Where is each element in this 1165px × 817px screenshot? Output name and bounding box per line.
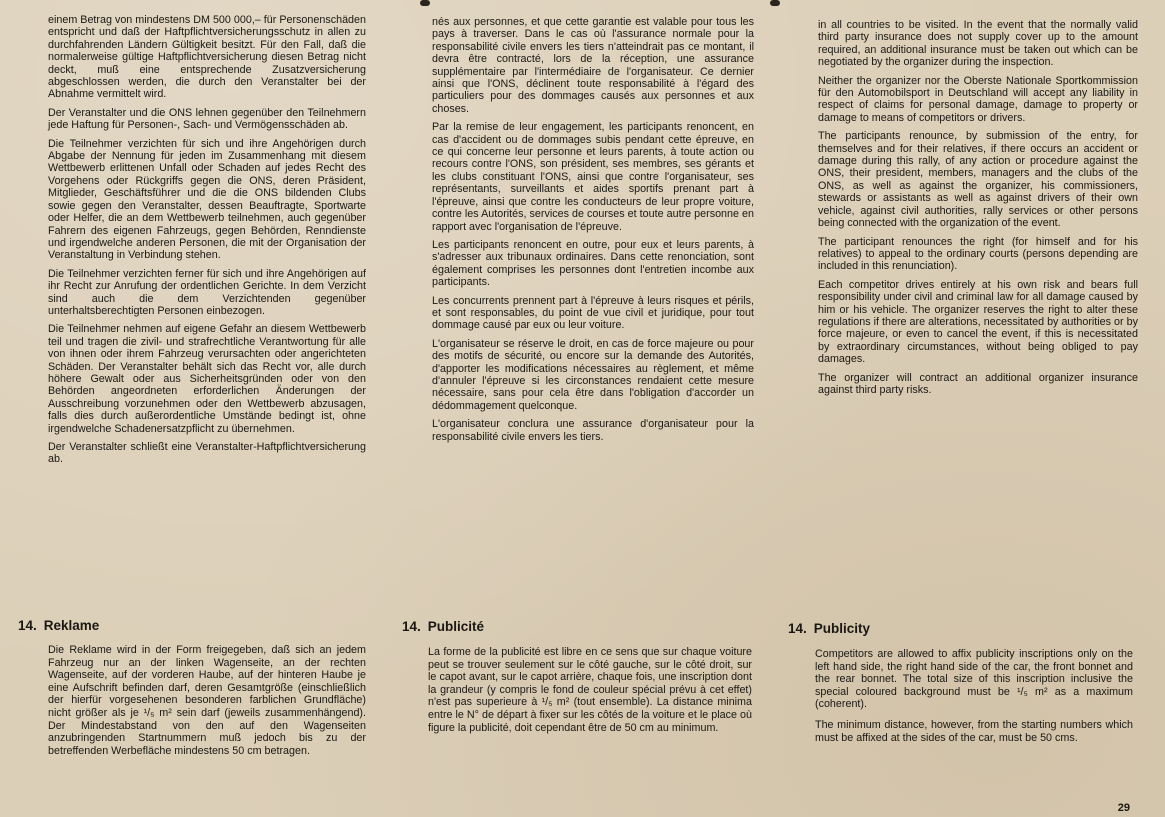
- section-heading-publicity: [788, 621, 870, 637]
- paragraph: Competitors are allowed to affix publicity inscriptions only on the left hand side, the right hand side of the car, the front bonnet and the rear bonnet. The total size of this inscription inclusive the special coloured background must be ¹/₅ m² as a maximum (coherent).: [815, 648, 1133, 711]
- paragraph: L'organisateur se réserve le droit, en cas de force majeure ou pour des motifs de sécurité, ou encore sur la demande des Autorités, d'apporter les modifications nécessaires au règlement, et même d'annuler l'épreuve si les circonstances rendaient cette mesure nécessaire, sans pour cela être dans l'obligation d'accorder un dédommagement quelconque.: [432, 337, 754, 412]
- column-german: [48, 14, 366, 472]
- paragraph: Der Veranstalter schließt eine Veranstalter-Haftpflichtversicherung ab.: [48, 441, 366, 466]
- paragraph: La forme de la publicité est libre en ce sens que sur chaque voiture peut se trouver seulement sur le côté gauche, sur le côté droit, sur le capot avant, sur le capot arrière, chaque fois, une inscription dont la grandeur (y compris le fond de couleur spécial prévu à cet effet) n'est pas superieure à ¹/₅ m² (tout ensemble). La distance minima entre le N° de départ à fixer sur les côtés de la voiture et le place où figure la publicité, doit cependant être de 50 cm au minimum.: [428, 646, 752, 734]
- paragraph: nés aux personnes, et que cette garantie est valable pour tous les pays à traverser. Dans le cas où l'assurance normale pour la responsabilité civile envers les tiers n'atteindrait pas ce montant, il devra être contracté, lors de la réception, une assurance supplémentaire par l'intermédiaire de l'organisateur. Ce dernier ainsi que l'ONS, déclinent toute responsabilité à l'égard des particuliers pour des dommages causés aux personnes et aux choses.: [432, 16, 754, 115]
- section-heading-publicite: [402, 619, 484, 635]
- paragraph: Die Teilnehmer verzichten ferner für sich und ihre Angehörigen auf ihr Recht zur Anrufung der ordentlichen Gerichte. In dem Verzicht sind auch die dem Verzichtenden gegenüber unterhaltsberechtigten Personen einbezogen.: [48, 267, 366, 317]
- paragraph: einem Betrag von mindestens DM 500 000,– für Personenschäden entspricht und daß der Haftpflichtversicherungsschutz in allen zu durchfahrenden Ländern Gültigkeit besitzt. Für den Fall, daß die normalerweise gültige Haftpflichtversicherung diesen Betrag nicht deckt, muß eine entsprechende Zusatzversicherung abgeschlossen werden, die durch den Veranstalter bei der Abnahme vermittelt wird.: [48, 14, 366, 101]
- section-number: 14.: [788, 621, 807, 636]
- ink-spot: [770, 0, 780, 6]
- section-body-english: [815, 648, 1133, 752]
- column-french: [432, 16, 754, 449]
- paragraph: Les concurrents prennent part à l'épreuve à leurs risques et périls, et sont responsables, du point de vue civil et juridique, pour tout dommage causé par eux ou leur voiture.: [432, 294, 754, 332]
- section-number: 14.: [402, 619, 421, 634]
- paragraph: Neither the organizer nor the Oberste Nationale Sportkommission für den Automobilsport in Deutschland will accept any liability in respect of claims for personal damage, damage to property or damage to means of competitors or drivers.: [818, 74, 1138, 124]
- paragraph: The organizer will contract an additional organizer insurance against third party risks.: [818, 371, 1138, 396]
- section-body-french: [428, 646, 752, 742]
- section-title: Publicity: [813, 621, 871, 636]
- paragraph: The participant renounces the right (for himself and for his relatives) to appeal to the ordinary courts (persons depending are included in this renunciation).: [818, 235, 1138, 273]
- section-title: Publicité: [427, 619, 485, 634]
- ink-spot: [420, 0, 430, 6]
- paragraph: in all countries to be visited. In the event that the normally valid third party insurance does not supply cover up to the amount required, an additional insurance must be taken out which can be negotiated by the organizer during the inspection.: [818, 19, 1138, 69]
- page-number: 29: [1117, 802, 1130, 814]
- paragraph: Les participants renoncent en outre, pour eux et leurs parents, à s'adresser aux tribunaux ordinaires. Dans cette renonciation, sont également comprises les personnes dont l'entretien incombe aux participants.: [432, 238, 754, 289]
- column-english: [818, 19, 1138, 402]
- paragraph: Die Teilnehmer nehmen auf eigene Gefahr an diesem Wettbewerb teil und tragen die zivil- und strafrechtliche Verantwortung für alle von ihnen oder ihrem Fahrzeug verursachten oder angerichteten Schäden. Der Veranstalter behält sich das Recht vor, alle durch höhere Gewalt oder aus Sicherheitsgründen oder von den Behörden angeordneten erforderlichen Änderungen der Ausschreibung vorzunehmen oder den Wettbewerb abzusagen, falls dies durch außerordentliche Umstände bedingt ist, ohne irgendwelche Schadenersatzpflicht zu übernehmen.: [48, 323, 366, 435]
- section-body-german: [48, 644, 366, 765]
- paragraph: Each competitor drives entirely at his own risk and bears full responsibility under civil and criminal law for all damage caused by him or his vehicle. The organizer reserves the right to alter these regulations if there are alterations, necessitated by authorities or by force majeure, or even to cancel the event, if this is necessitated by extraordinary circumstances, without being obliged to pay damages.: [818, 278, 1138, 366]
- paragraph: Par la remise de leur engagement, les participants renoncent, en cas d'accident ou de dommages subis pendant cette épreuve, en ce qui concerne leur personne et leurs parents, à toute action ou recours contre l'ONS, son président, ses membres, ses gérants et les clubs constituant l'ONS, ainsi que contre l'organisateur, ses représentants, surveillants et aides sportifs prenant part à l'épreuve, ainsi que contre les conducteurs de leur propre voiture, contre les Autorités, services de courses et toute autre personne en rapport avec l'organisation de l'épreuve.: [432, 121, 754, 233]
- paragraph: The minimum distance, however, from the starting numbers which must be affixed at the sides of the car, must be 50 cms.: [815, 718, 1133, 744]
- paragraph: Der Veranstalter und die ONS lehnen gegenüber den Teilnehmern jede Haftung für Personen-, Sach- und Vermögensschäden ab.: [48, 106, 366, 132]
- paragraph: Die Reklame wird in der Form freigegeben, daß sich an jedem Fahrzeug nur an der linken Wagenseite, an der rechten Wagenseite, auf der vorderen Haube, auf der hinteren Haube je eine Aufschrift befinden darf, deren Gesamtgröße (einschließlich der hierfür vorgesehenen besonderen farblichen Grundfläche) nicht größer als je ¹/₅ m² sein darf (jeweils zusammenhängend). Der Mindestabstand von den auf den Wagenseiten anzubringenden Startnummern muß jedoch bis zu der betreffenden Werbefläche mindestens 50 cm betragen.: [48, 644, 366, 757]
- section-heading-reklame: [18, 618, 99, 634]
- paragraph: Die Teilnehmer verzichten für sich und ihre Angehörigen durch Abgabe der Nennung für jeden im Zusammenhang mit diesem Wettbewerb erlittenen Unfall oder Schaden auf jedes Recht des Vorgehens oder Rückgriffs gegen die ONS, deren Präsident, Mitglieder, Geschäftsführer und die die ONS bildenden Clubs sowie gegen den Veranstalter, dessen Beauftragte, Sportwarte oder Helfer, die an dem Wettbewerb teilnehmen, auch gegenüber Fahrern des eigenen Fahrzeugs, gegen Behörden, Renndienste und irgendwelche anderen Personen, die mit der Organisation der Veranstaltung in Verbindung stehen.: [48, 137, 366, 262]
- paragraph: The participants renounce, by submission of the entry, for themselves and for their relatives, if there occurs an accident or damage during this rally, of any action or procedure against the ONS, their president, members, managers and the clubs of the ONS, as well as against the organizer, his commissioners, stewards or assistants as well as against drivers of their own vehicle, against civil authorities, rally services or other persons being connected with the organization of the event.: [818, 130, 1138, 230]
- paragraph: L'organisateur conclura une assurance d'organisateur pour la responsabilité civile envers les tiers.: [432, 418, 754, 443]
- section-title: Reklame: [43, 618, 100, 633]
- section-number: 14.: [18, 618, 37, 633]
